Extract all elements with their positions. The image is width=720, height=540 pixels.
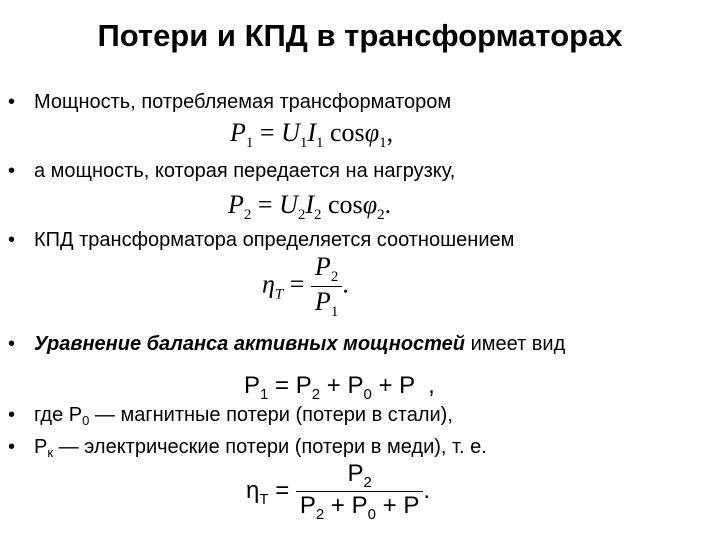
bullet-marker: • [8,91,16,113]
formula-balance: $P_1 = P_2 + P_0 + P$ , [244,372,435,403]
bullet-text: а мощность, которая передается на нагрузку, [34,160,456,182]
emphasis-text: Уравнение баланса активных мощностей [34,333,466,355]
bullet-text: Мощность, потребляемая трансформатором [34,91,452,113]
bullet-marker: • [8,436,16,458]
formula-efficiency-losses: $\eta_T$ = $\frac{P_2}{P_2 + P_0 + P}$ . [246,460,431,523]
bullet-text: КПД трансформатора определяется соотношением [34,229,515,251]
bullet-marker: • [8,333,16,355]
bullet-electrical-losses: • $Р_к$ — электрические потери (потери в меди), т. е. [8,436,487,460]
bullet-efficiency [8,229,514,252]
bullet-power-load [8,160,455,183]
bullet-text: — электрические потери (потери в меди), т. е. [53,436,487,458]
formula-p1: $P_1 = U_1I_1$ cosφ$_1$, [230,118,394,151]
bullet-marker: • [8,404,16,426]
bullet-balance-equation [8,333,565,356]
bullet-text: — магнитные потери (потери в стали), [89,404,453,426]
bullet-text: имеет вид [465,333,566,355]
bullet-magnetic-losses: • где $Р_0$ — магнитные потери (потери в стали), [8,404,453,428]
formula-p2: $P_2 = U_2I_2$ cosφ$_2$. [228,190,392,223]
bullet-marker: • [8,160,16,182]
page-title: Потери и КПД в трансформаторах [97,18,623,53]
formula-efficiency: $\eta_T$ = $\frac{P_2}{P_1}$ . [262,252,349,320]
bullet-marker: • [8,229,16,251]
bullet-power-consumed [8,91,451,114]
